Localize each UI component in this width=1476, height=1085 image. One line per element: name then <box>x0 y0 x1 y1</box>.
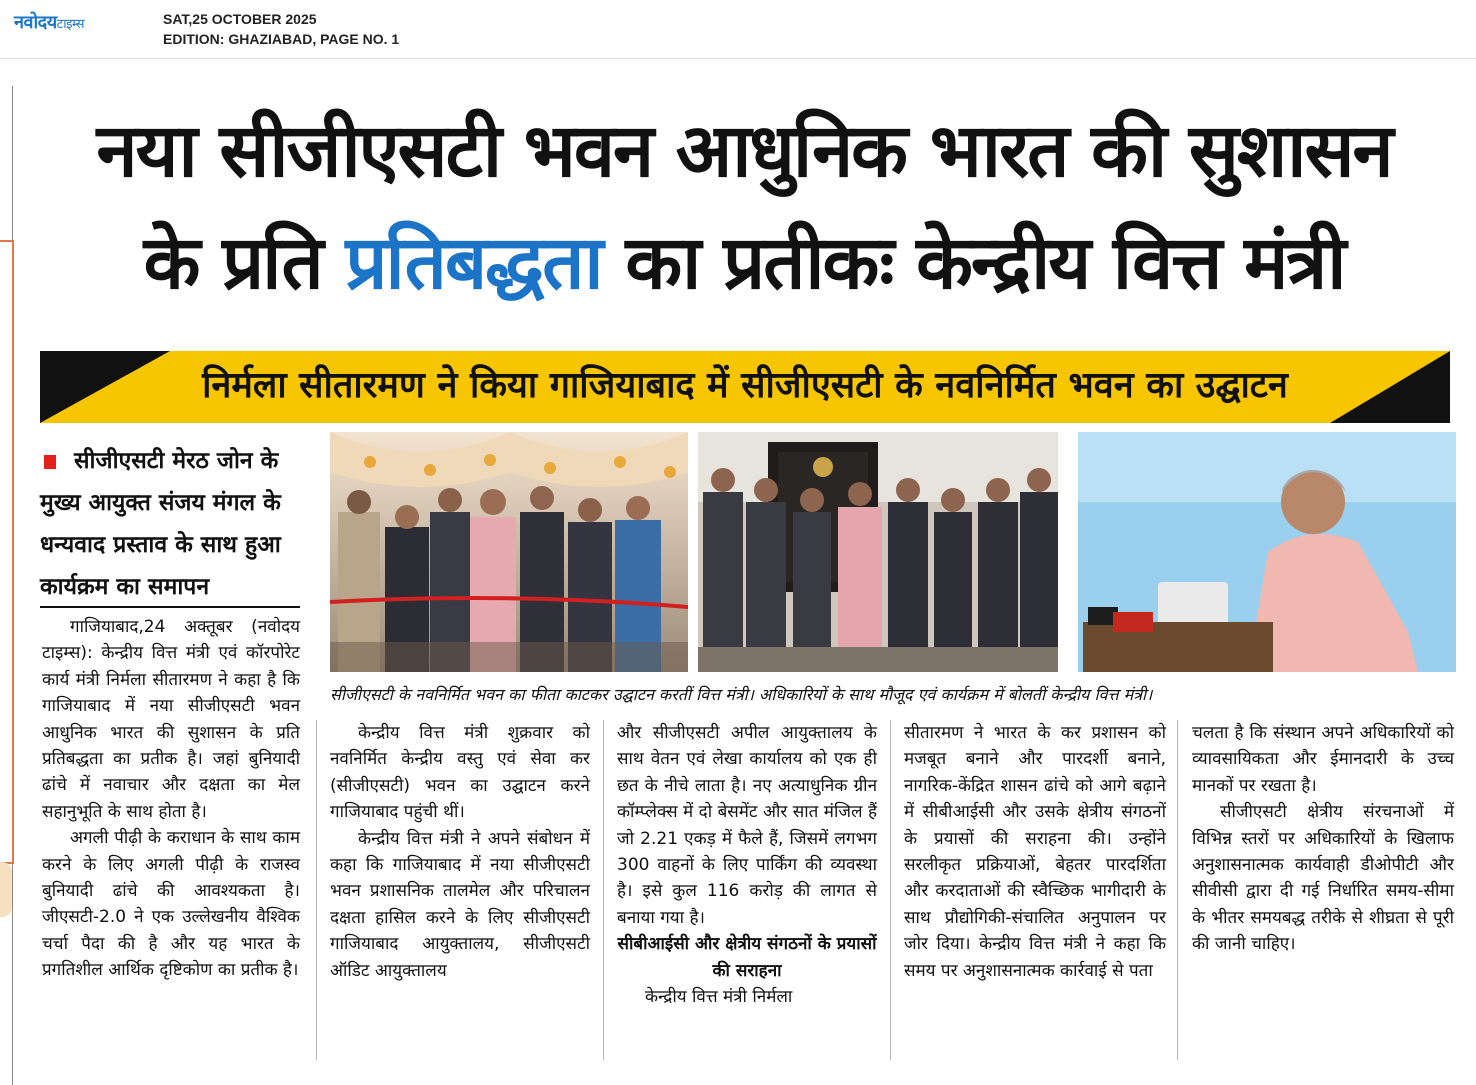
sidebar-highlight-text: सीजीएसटी मेरठ जोन के मुख्य आयुक्त संजय मंगल के धन्यवाद प्रस्ताव के साथ हुआ कार्यक्रम का समापन <box>40 448 281 600</box>
edition-name: EDITION: GHAZIABAD, PAGE NO. 1 <box>163 31 400 47</box>
column-divider <box>603 720 604 1060</box>
article-paragraph: चलता है कि संस्थान अपने अधिकारियों को व्यावसायिकता और ईमानदारी के उच्च मानकों पर रखता है। <box>1192 723 1454 796</box>
photo-caption: सीजीएसटी के नवनिर्मित भवन का फीता काटकर उद्घाटन करतीं वित्त मंत्री। अधिकारियों के साथ मौजूद एवं कार्यक्रम में बोलतीं केन्द्रीय वित्त मंत्री। <box>330 685 1153 704</box>
column-divider <box>890 720 891 1060</box>
newspaper-logo[interactable] <box>14 10 84 34</box>
headline-line-1: नया सीजीएसटी भवन आधुनिक भारत की सुशासन <box>96 108 1392 194</box>
sidebar-highlight-box <box>40 440 300 608</box>
photo-minister-speaking[interactable] <box>1078 432 1456 672</box>
article-column-5 <box>1192 720 1454 958</box>
headline-highlight-word: प्रतिबद्धता <box>345 220 602 306</box>
logo-main-text: नवोदय <box>14 12 57 33</box>
subheadline: निर्मला सीतारमण ने किया गाजियाबाद में सीजीएसटी के नवनिर्मित भवन का उद्घाटन <box>202 365 1288 406</box>
sidebar-highlight <box>40 440 300 608</box>
article-paragraph: सीतारमण ने भारत के कर प्रशासन को मजबूत बनाने और पारदर्शी बनाने, नागरिक-केंद्रित शासन ढांचे को आगे बढ़ाने में सीबीआईसी और उसके क्षेत्रीय संगठनों के प्रयासों की सराहना की। उन्होंने सरलीकृत प्रक्रियाओं, बेहतर पारदर्शिता और करदाताओं की स्वैच्छिक भागीदारी के साथ प्रौद्योगिकी-संचालित अनुपालन पर जोर दिया। केन्द्रीय वित्त मंत्री ने कहा कि समय पर अनुशासनात्मक कार्रवाई से पता <box>904 723 1166 981</box>
article-subheading: सीबीआईसी और क्षेत्रीय संगठनों के प्रयासों की सराहना <box>617 934 877 981</box>
sidebar-divider <box>40 606 300 608</box>
article-paragraph: अगली पीढ़ी के कराधान के साथ काम करने के लिए अगली पीढ़ी के राजस्व बुनियादी ढांचे की आवश्यकता है। जीएसटी-2.0 ने एक उल्लेखनीय वैश्विक चर्चा पैदा की है और यह भारत के प्रगतिशील आर्थिक दृष्टिकोण का प्रतीक है। <box>42 828 300 981</box>
headline-line-2-pre: के प्रति <box>143 220 346 306</box>
article-column-3 <box>617 720 877 1010</box>
red-bullet-icon <box>44 455 56 469</box>
photo-officials-group[interactable] <box>698 432 1058 672</box>
edition-meta <box>163 9 399 49</box>
article-column-4 <box>904 720 1166 984</box>
logo-sub-text: टाइम्स <box>56 17 84 32</box>
article-paragraph: गाजियाबाद,24 अक्तूबर (नवोदय टाइम्स): केन्द्रीय वित्त मंत्री एवं कॉरपोरेट कार्य मंत्री निर्मला सीतारमण ने कहा है कि गाजियाबाद में नया सीजीएसटी भवन आधुनिक भारत की सुशासन के प्रति प्रतिबद्धता का प्रतीक है। जहां बुनियादी ढांचे में नवाचार और दक्षता का मेल सहानुभूति के साथ होता है। <box>42 617 300 822</box>
minister-speaking-photo-illustration <box>1078 432 1456 672</box>
column-divider <box>1177 720 1178 1060</box>
officials-group-photo-illustration <box>698 432 1058 672</box>
article-paragraph: केन्द्रीय वित्त मंत्री शुक्रवार को नवनिर्मित केन्द्रीय वस्तु एवं सेवा कर (सीजीएसटी) भवन का उद्घाटन करने गाजियाबाद पहुंची थीं। <box>330 723 590 823</box>
article-paragraph: केन्द्रीय वित्त मंत्री ने अपने संबोधन में कहा कि गाजियाबाद में नया सीजीएसटी भवन प्रशासनिक तालमेल और परिचालन दक्षता हासिल करने के लिए सीजीएसटी गाजियाबाद आयुक्तालय, सीजीएसटी ऑडिट आयुक्तालय <box>330 828 590 981</box>
adjacent-page-box <box>0 240 14 864</box>
edition-header <box>0 0 1476 59</box>
article-paragraph: केन्द्रीय वित्त मंत्री निर्मला <box>645 987 793 1008</box>
article-paragraph: और सीजीएसटी अपील आयुक्तालय के साथ वेतन एवं लेखा कार्यालय को एक ही छत के नीचे लाता है। नए अत्याधुनिक ग्रीन कॉम्प्लेक्स में दो बेसमेंट और सात मंजिल हैं जो 2.21 एकड़ में फैले हैं, जिसमें लगभग 300 वाहनों के लिए पार्किंग की व्यवस्था है। इसे कुल 116 करोड़ की लागत से बनाया गया है। <box>617 723 877 928</box>
column-divider <box>316 720 317 1060</box>
article-column-1 <box>42 614 300 984</box>
article-paragraph: सीजीएसटी क्षेत्रीय संरचनाओं में विभिन्न स्तरों पर अधिकारियों के खिलाफ अनुशासनात्मक कार्यवाही डीओपीटी और सीवीसी द्वारा दी गई निर्धारित समय-सीमा के भीतर समयबद्ध तरीके से शीघ्रता से पूरी की जानी चाहिए। <box>1192 802 1454 955</box>
adjacent-page-tab <box>0 862 12 917</box>
edition-date: SAT,25 OCTOBER 2025 <box>163 11 317 27</box>
ribbon-cutting-photo-illustration <box>330 432 688 672</box>
photo-ribbon-cutting[interactable] <box>330 432 688 672</box>
article-column-2 <box>330 720 590 984</box>
headline-line-2-post: का प्रतीकः केन्द्रीय वित्त मंत्री <box>601 220 1345 306</box>
headline-line-2 <box>34 208 1454 318</box>
